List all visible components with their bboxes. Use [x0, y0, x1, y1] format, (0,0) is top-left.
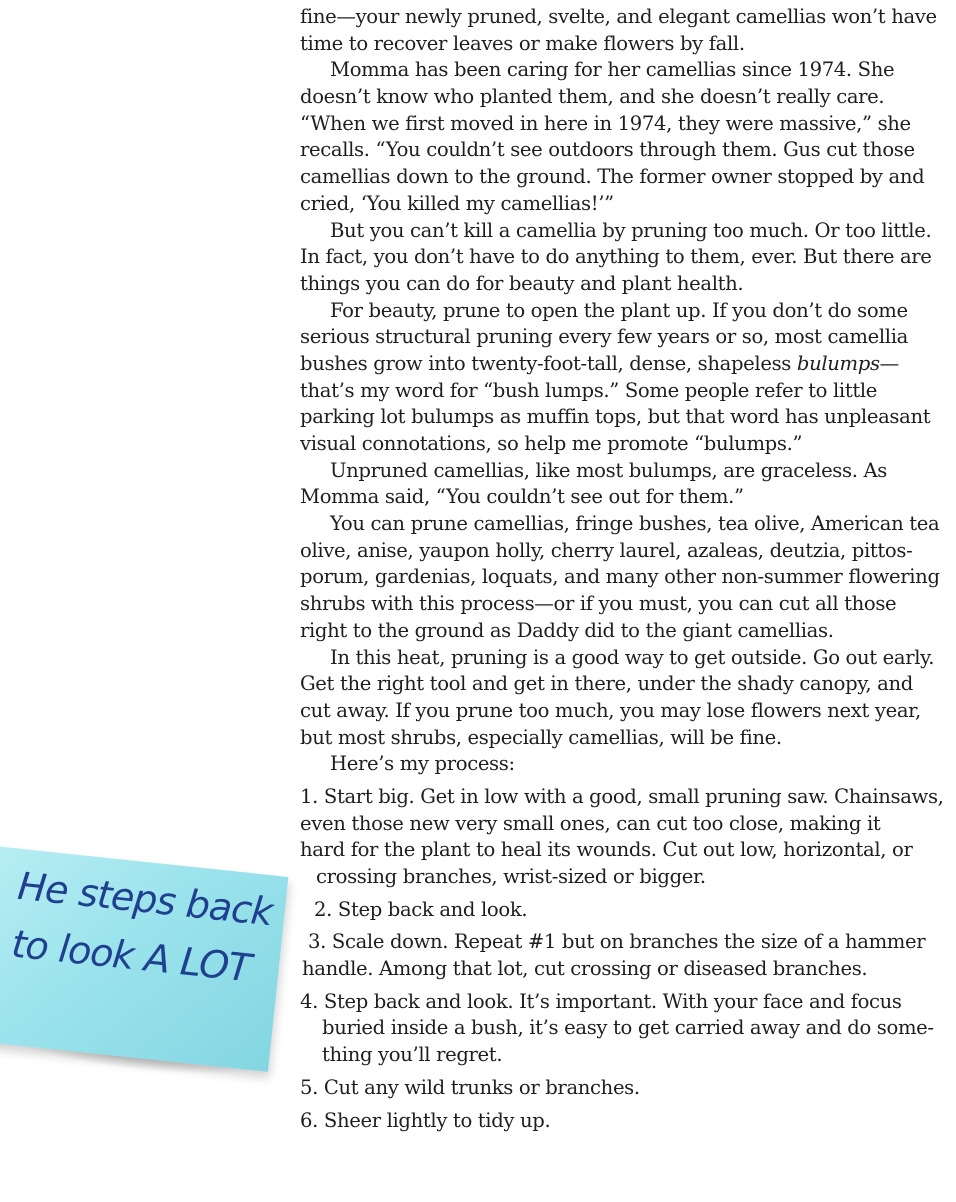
- paragraph-line: bushes grow into twenty-foot-tall, dense, shapeless bulumps—: [300, 351, 899, 375]
- sticky-note-text: [9, 857, 280, 1000]
- process-step: [300, 1108, 940, 1135]
- paragraph-line: Unpruned camellias, like most bulumps, are graceless. As: [330, 458, 887, 482]
- paragraph-line: camellias down to the ground. The former owner stopped by and: [300, 165, 925, 189]
- paragraph-line: You can prune camellias, fringe bushes, tea olive, American tea: [330, 512, 940, 536]
- sticky-note: [0, 846, 288, 1072]
- process-step-line: 4. Step back and look. It’s important. With your face and focus: [300, 989, 902, 1013]
- emphasized-word: bulumps: [796, 351, 880, 375]
- paragraph-line: cried, ‘You killed my camellias!’”: [300, 191, 614, 215]
- paragraph-line: In this heat, pruning is a good way to get outside. Go out early.: [330, 645, 935, 669]
- process-step-line: even those new very small ones, can cut too close, making it: [300, 811, 881, 835]
- paragraph-line: things you can do for beauty and plant health.: [300, 271, 744, 295]
- process-step-line: handle. Among that lot, cut crossing or diseased branches.: [302, 957, 868, 981]
- process-step-line: 2. Step back and look.: [314, 897, 528, 921]
- process-step: [300, 929, 940, 982]
- sticky-note-line-1: He steps back: [15, 863, 275, 935]
- process-step-line: 6. Sheer lightly to tidy up.: [300, 1108, 551, 1132]
- process-step-line: 1. Start big. Get in low with a good, small pruning saw. Chainsaws,: [300, 784, 944, 808]
- paragraph-line: Momma said, “You couldn’t see out for them.”: [300, 485, 744, 509]
- process-step-line: crossing branches, wrist-sized or bigger.: [316, 865, 706, 888]
- paragraph-line: Here’s my process:: [330, 752, 515, 776]
- paragraph-line: right to the ground as Daddy did to the giant camellias.: [300, 618, 834, 642]
- paragraph-line: “When we first moved in here in 1974, they were massive,” she: [300, 111, 911, 135]
- process-step-line: buried inside a bush, it’s easy to get carried away and do some-: [322, 1016, 934, 1040]
- paragraph-line: porum, gardenias, loquats, and many other non-summer flowering: [300, 565, 940, 589]
- paragraph-line: that’s my word for “bush lumps.” Some people refer to little: [300, 378, 878, 402]
- process-step-line: 3. Scale down. Repeat #1 but on branches the size of a hammer: [308, 930, 926, 954]
- paragraph-line: cut away. If you prune too much, you may lose flowers next year,: [300, 698, 921, 722]
- paragraph-line: but most shrubs, especially camellias, will be fine.: [300, 725, 782, 749]
- process-step-line: 5. Cut any wild trunks or branches.: [300, 1075, 640, 1099]
- sticky-note-line-2: to look A LOT: [9, 921, 253, 991]
- paragraph-line: shrubs with this process—or if you must, you can cut all those: [300, 592, 897, 616]
- paragraph-line: serious structural pruning every few years or so, most camellia: [300, 325, 908, 349]
- paragraph-line: doesn’t know who planted them, and she doesn’t really care.: [300, 85, 885, 109]
- paragraph-line: parking lot bulumps as muffin tops, but that word has unpleasant: [300, 405, 931, 429]
- process-step: [300, 784, 944, 891]
- article-body: [300, 4, 944, 1134]
- paragraph-line: time to recover leaves or make flowers by fall.: [300, 31, 745, 55]
- process-step: [300, 897, 940, 924]
- paragraph-line: Get the right tool and get in there, under the shady canopy, and: [300, 672, 913, 696]
- paragraph-line: Momma has been caring for her camellias since 1974. She: [330, 58, 895, 82]
- paragraph-line: visual connotations, so help me promote “bulumps.”: [300, 432, 803, 455]
- process-step-line: thing you’ll regret.: [322, 1043, 503, 1067]
- paragraph-line: recalls. “You couldn’t see outdoors through them. Gus cut those: [300, 138, 915, 162]
- paragraph-line: olive, anise, yaupon holly, cherry laurel, azaleas, deutzia, pittos-: [300, 538, 913, 562]
- paragraph-line: For beauty, prune to open the plant up. If you don’t do some: [330, 298, 908, 322]
- paragraph-line: fine—your newly pruned, svelte, and elegant camellias won’t have: [300, 5, 937, 28]
- process-step: [300, 989, 940, 1069]
- paragraph-line: In fact, you don’t have to do anything to them, ever. But there are: [300, 245, 932, 269]
- process-step-line: hard for the plant to heal its wounds. Cut out low, horizontal, or: [300, 838, 913, 862]
- paragraph-line: But you can’t kill a camellia by pruning too much. Or too little.: [330, 218, 932, 242]
- process-step: [300, 1075, 940, 1102]
